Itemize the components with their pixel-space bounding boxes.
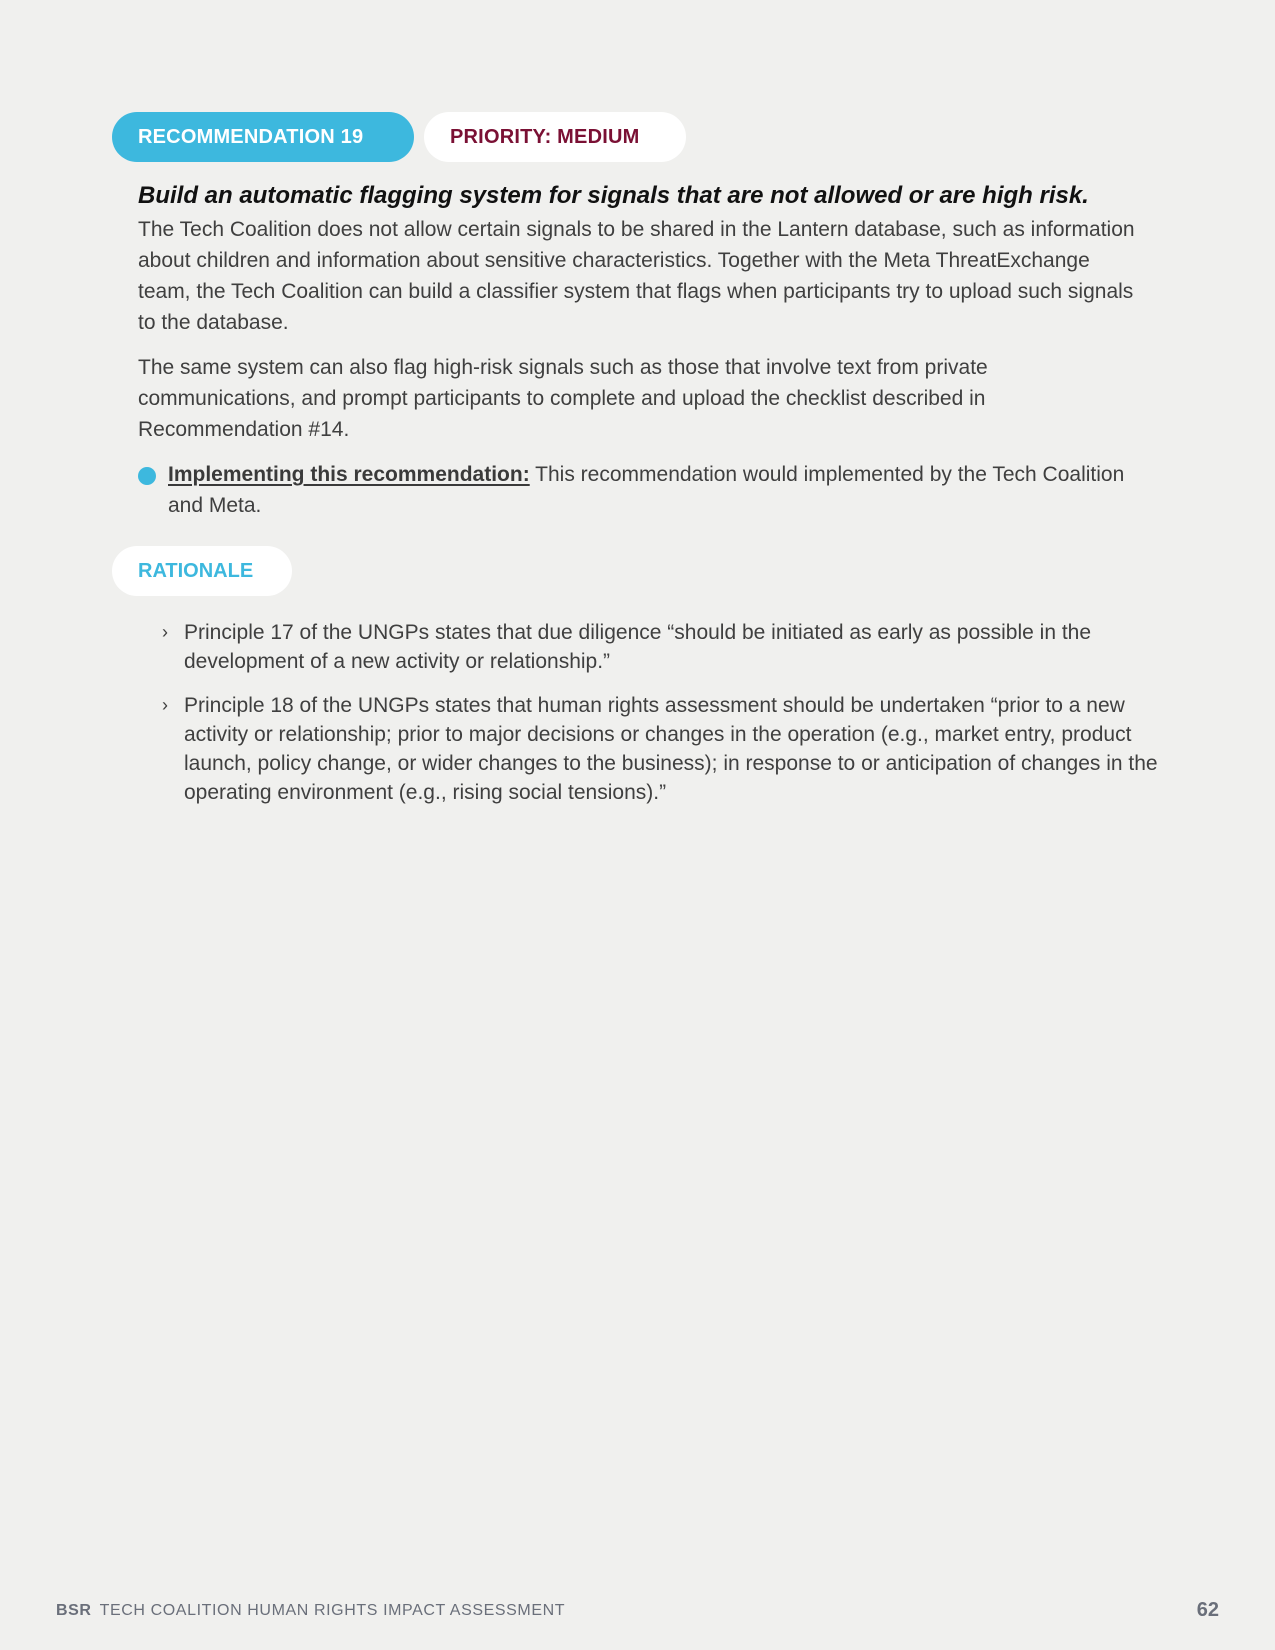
rationale-list xyxy=(162,618,1162,822)
list-item xyxy=(162,618,1162,676)
implementing-note xyxy=(138,459,1148,521)
chevron-right-icon: › xyxy=(162,695,168,715)
recommendation-body xyxy=(138,178,1148,521)
footer-title xyxy=(56,1602,565,1620)
paragraph: The Tech Coalition does not allow certain signals to be shared in the Lantern database, such as information about children and information about sensitive characteristics. Together with the Meta ThreatExchange team, the Tech Coalition can build a classifier system that flags when participants try to upload such signals to the database. xyxy=(138,218,1135,334)
tag-row xyxy=(112,112,686,162)
footer-brand: BSR xyxy=(56,1601,92,1619)
recommendation-badge: RECOMMENDATION 19 xyxy=(112,112,414,162)
bullet-dot-icon xyxy=(138,467,156,485)
rationale-text: Principle 18 of the UNGPs states that human rights assessment should be undertaken “prior to a new activity or relationship; prior to major decisions or changes in the operation (e.g., market entry, product launch, policy change, or wider changes to the business); in response to or anticipation of changes in the operating environment (e.g., rising social tensions).” xyxy=(184,694,1158,804)
chevron-right-icon: › xyxy=(162,622,168,642)
page-number: 62 xyxy=(1196,1599,1219,1621)
rationale-badge: RATIONALE xyxy=(112,546,292,596)
rationale-text: Principle 17 of the UNGPs states that due diligence “should be initiated as early as possible in the development of a new activity or relationship.” xyxy=(184,621,1092,673)
priority-badge: PRIORITY: MEDIUM xyxy=(424,112,686,162)
implementing-text: This recommendation would implemented by the Tech Coalition and Meta. xyxy=(168,463,1125,517)
page-footer xyxy=(56,1599,1219,1622)
implementing-label: Implementing this recommendation: xyxy=(168,463,530,486)
paragraph: The same system can also flag high-risk signals such as those that involve text from private communications, and prompt participants to complete and upload the checklist described in Recommendation #14. xyxy=(138,356,988,441)
recommendation-title: Build an automatic flagging system for signals that are not allowed or are high risk. xyxy=(138,182,1089,209)
list-item xyxy=(162,691,1162,807)
footer-doc-title: TECH COALITION HUMAN RIGHTS IMPACT ASSESSMENT xyxy=(99,1601,566,1619)
